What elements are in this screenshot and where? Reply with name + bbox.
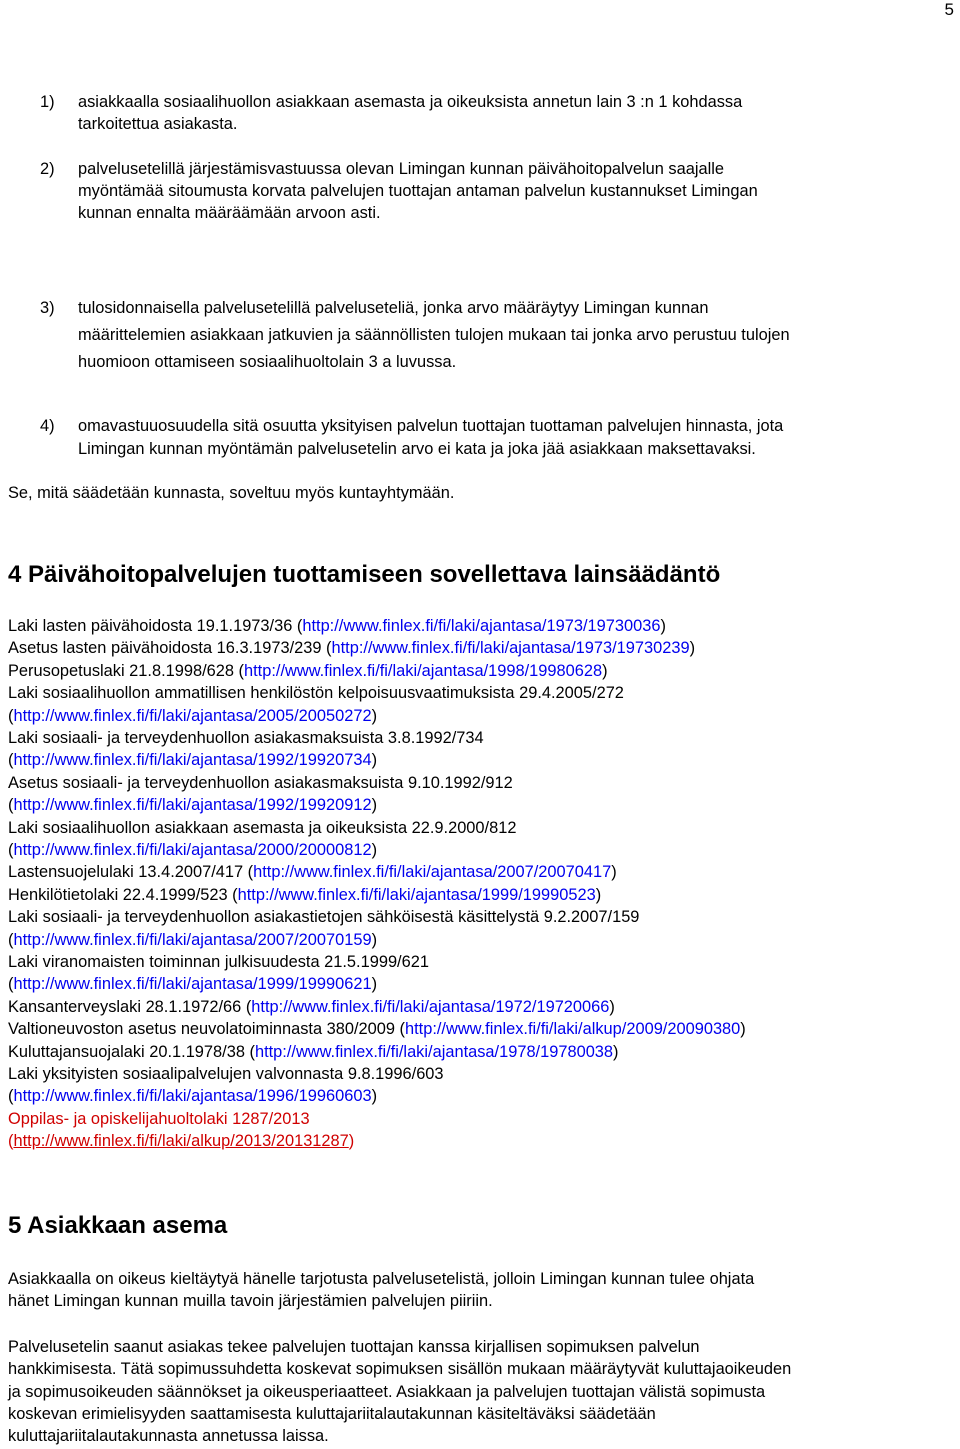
finlex-link[interactable]: http://www.finlex.fi/fi/laki/ajantasa/1998/19980628 [244, 661, 603, 680]
law-item [8, 1018, 746, 1040]
list-line: myöntämää sitoumusta korvata palvelujen tuottajan antaman palvelun kustannukset Limingan [78, 182, 758, 200]
paragraph-line: koskevan erimielisyyden saattamisesta kuluttajariitalautakunnan käsiteltäväksi säädetään [8, 1404, 656, 1423]
list-number: 4) [40, 417, 55, 435]
finlex-link[interactable]: http://www.finlex.fi/fi/laki/ajantasa/1996/19960603 [13, 1087, 372, 1106]
law-suffix: ) [371, 975, 378, 994]
list-number: 1) [40, 93, 55, 111]
law-suffix: ) [371, 751, 378, 770]
law-title: Asetus sosiaali- ja terveydenhuollon asiakasmaksuista 9.10.1992/912 [8, 773, 513, 792]
law-item [8, 951, 429, 973]
finlex-link[interactable]: http://www.finlex.fi/fi/laki/alkup/2009/20090380 [404, 1020, 741, 1039]
law-suffix: ) [609, 997, 615, 1016]
law-item [8, 996, 615, 1018]
section-heading-4: 4 Päivähoitopalvelujen tuottamiseen sovellettava lainsäädäntö [8, 561, 721, 588]
finlex-link[interactable]: http://www.finlex.fi/fi/laki/ajantasa/2007/20070417 [253, 863, 612, 882]
paragraph-line: ja sopimusoikeuden säännökset ja oikeusperiaatteet. Asiakkaan ja palvelujen tuottajan välistä sopimusta [8, 1382, 766, 1401]
law-title: Laki sosiaalihuollon asiakkaan asemasta ja oikeuksista 22.9.2000/812 [8, 818, 517, 837]
law-title: ( [8, 796, 14, 815]
law-item [8, 1041, 619, 1063]
list-line: huomioon ottamiseen sosiaalihuoltolain 3 a luvussa. [78, 353, 457, 371]
law-item [8, 682, 624, 704]
list-line: Limingan kunnan myöntämän palvelusetelin arvo ei kata ja joka jää asiakkaan maksettavaksi. [78, 440, 756, 458]
law-title: Valtioneuvoston asetus neuvolatoiminnasta 380/2009 ( [8, 1020, 405, 1039]
law-item [8, 1085, 377, 1107]
list-line: tulosidonnaisella palvelusetelillä palveluseteliä, jonka arvo määräytyy Limingan kunnan [78, 299, 709, 317]
law-suffix: ) [613, 1042, 619, 1061]
law-title: Asetus lasten päivähoidosta 16.3.1973/239 ( [8, 639, 332, 658]
law-title: Laki sosiaalihuollon ammatillisen henkilöstön kelpoisuusvaatimuksista 29.4.2005/272 [8, 684, 624, 703]
finlex-link[interactable]: http://www.finlex.fi/fi/laki/ajantasa/1978/19780038 [254, 1042, 614, 1061]
law-title: ( [8, 1132, 14, 1151]
law-title: Oppilas- ja opiskelijahuoltolaki 1287/2013 [8, 1109, 310, 1128]
law-item [8, 817, 516, 839]
paragraph-line: hankkimisesta. Tätä sopimussuhdetta koskevat sopimuksen sisällön mukaan määräytyvät kuluttajaoikeuden [8, 1360, 792, 1379]
finlex-link[interactable]: http://www.finlex.fi/fi/laki/ajantasa/2005/20050272 [13, 706, 372, 725]
law-title: Laki sosiaali- ja terveydenhuollon asiakasmaksuista 3.8.1992/734 [8, 729, 484, 747]
finlex-link[interactable]: http://www.finlex.fi/fi/laki/ajantasa/1999/19990621 [13, 975, 372, 994]
list-line: asiakkaalla sosiaalihuollon asiakkaan asemasta ja oikeuksista annetun lain 3 :n 1 kohdassa [78, 93, 743, 111]
list-line: palvelusetelillä järjestämisvastuussa olevan Limingan kunnan päivähoitopalvelun saajalle [78, 160, 725, 178]
law-title: Henkilötietolaki 22.4.1999/523 ( [8, 885, 238, 904]
law-item [8, 794, 377, 816]
law-item [8, 660, 608, 682]
definition-list [40, 91, 940, 411]
law-title: Perusopetuslaki 21.8.1998/628 ( [8, 661, 245, 680]
law-item [8, 637, 695, 659]
law-suffix: ) [689, 639, 696, 658]
law-item [8, 906, 639, 928]
paragraph [8, 1268, 754, 1313]
law-item [8, 1063, 444, 1085]
law-suffix: ) [371, 706, 378, 725]
law-item [8, 615, 666, 637]
law-suffix: ) [371, 1087, 378, 1106]
paragraph [8, 1336, 791, 1447]
law-title: Lastensuojelulaki 13.4.2007/417 ( [8, 863, 254, 882]
law-item [8, 973, 377, 995]
law-suffix: ) [595, 885, 602, 904]
law-title: Laki viranomaisten toiminnan julkisuudesta 21.5.1999/621 [8, 953, 429, 971]
finlex-link[interactable]: http://www.finlex.fi/fi/laki/ajantasa/2000/20000812 [13, 841, 372, 859]
law-item [8, 884, 601, 906]
law-suffix: ) [611, 863, 617, 882]
list-line: kunnan ennalta määräämään arvoon asti. [78, 204, 381, 222]
finlex-link[interactable]: http://www.finlex.fi/fi/laki/ajantasa/1973/19730036 [302, 617, 661, 635]
law-title: Kansanterveyslaki 28.1.1972/66 ( [8, 997, 252, 1016]
law-item [8, 1130, 354, 1152]
law-suffix: ) [740, 1020, 746, 1039]
law-title: Laki sosiaali- ja terveydenhuollon asiakastietojen sähköisestä käsittelystä 9.2.2007/159 [8, 908, 640, 927]
law-item [8, 839, 377, 861]
list-line: määrittelemien asiakkaan jatkuvien ja säännöllisten tulojen mukaan tai jonka arvo perustuu tulojen [78, 326, 790, 344]
list-item [40, 415, 940, 465]
law-item [8, 1108, 310, 1130]
law-item [8, 705, 377, 727]
list-number: 2) [40, 160, 55, 178]
paragraph-line: Palvelusetelin saanut asiakas tekee palvelujen tuottajan kanssa kirjallisen sopimuksen palvelun [8, 1338, 700, 1356]
law-title: Laki yksityisten sosiaalipalvelujen valvonnasta 9.8.1996/603 [8, 1065, 444, 1083]
law-suffix: ) [371, 841, 378, 859]
section-heading-5: 5 Asiakkaan asema [8, 1212, 228, 1239]
law-title: Laki lasten päivähoidosta 19.1.1973/36 ( [8, 617, 303, 635]
law-suffix: ) [371, 796, 378, 815]
paragraph-line: Asiakkaalla on oikeus kieltäytyä hänelle tarjotusta palvelusetelistä, jolloin Limingan kunnan tulee ohjata [8, 1270, 755, 1288]
paragraph-line: kuluttajariitalautakunnasta annetussa laissa. [8, 1427, 329, 1446]
note-paragraph: Se, mitä säädetään kunnasta, soveltuu myös kuntayhtymään. [8, 484, 455, 502]
law-title: ( [8, 975, 14, 994]
list-line: omavastuuosuudella sitä osuutta yksityisen palvelun tuottajan tuottaman palvelujen hinnasta, jota [78, 417, 784, 435]
law-title: ( [8, 751, 14, 770]
law-suffix: ) [602, 661, 608, 680]
law-suffix: ) [660, 617, 666, 635]
law-suffix: ) [371, 930, 378, 949]
finlex-link[interactable]: http://www.finlex.fi/fi/laki/ajantasa/1973/19730239 [331, 639, 690, 658]
paragraph-line: hänet Limingan kunnan muilla tavoin järjestämien palvelujen piiriin. [8, 1292, 493, 1311]
finlex-link[interactable]: http://www.finlex.fi/fi/laki/ajantasa/2007/20070159 [13, 930, 372, 949]
page-number: 5 [944, 0, 954, 19]
law-suffix: ) [348, 1132, 355, 1151]
law-title: Kuluttajansuojalaki 20.1.1978/38 ( [8, 1042, 255, 1061]
law-item [8, 861, 617, 883]
law-title: ( [8, 1087, 14, 1106]
law-title: ( [8, 706, 14, 725]
list-line: tarkoitettua asiakasta. [78, 115, 238, 133]
law-title: ( [8, 841, 14, 859]
law-item [8, 727, 484, 749]
law-item [8, 749, 377, 771]
list-number: 3) [40, 299, 55, 317]
law-title: ( [8, 930, 14, 949]
finlex-link[interactable]: http://www.finlex.fi/fi/laki/ajantasa/1992/19920912 [13, 796, 372, 815]
law-item [8, 929, 377, 951]
finlex-link[interactable]: http://www.finlex.fi/fi/laki/alkup/2013/20131287 [13, 1132, 349, 1151]
finlex-link[interactable]: http://www.finlex.fi/fi/laki/ajantasa/1999/19990523 [237, 885, 596, 904]
law-item [8, 772, 513, 794]
finlex-link[interactable]: http://www.finlex.fi/fi/laki/ajantasa/1992/19920734 [13, 751, 372, 770]
finlex-link[interactable]: http://www.finlex.fi/fi/laki/ajantasa/1972/19720066 [251, 997, 610, 1016]
